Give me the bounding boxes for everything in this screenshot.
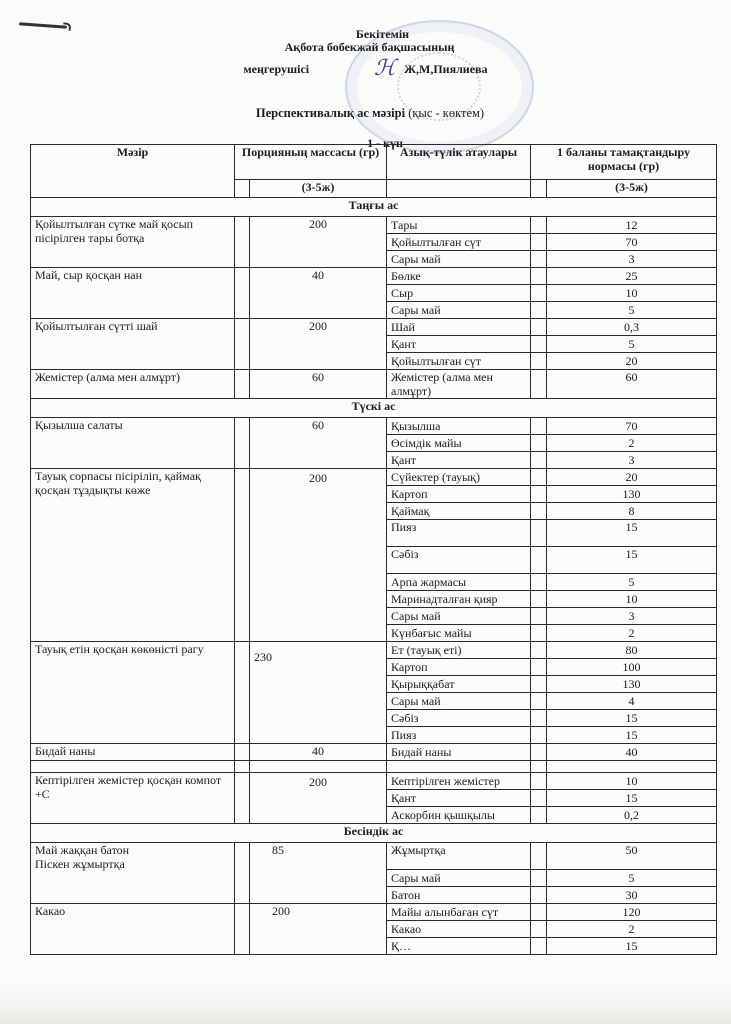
- table-header-row: [31, 145, 717, 180]
- norm-spacer-cell: [531, 727, 547, 744]
- subheader-spacer: [531, 180, 547, 198]
- norm-spacer-cell: [531, 642, 547, 659]
- portion-spacer-cell: [235, 469, 250, 642]
- ingredient-norm: 3: [547, 608, 717, 625]
- ingredient-name: Ет (тауық еті): [387, 642, 531, 659]
- approval-signer-line: [0, 62, 731, 77]
- ingredient-name: Күнбағыс майы: [387, 625, 531, 642]
- norm-spacer-cell: [531, 591, 547, 608]
- header-norm: 1 баланы тамақтандыру нормасы (гр): [531, 145, 717, 180]
- ingredient-norm: 10: [547, 591, 717, 608]
- dish-portion: 200: [250, 904, 387, 955]
- dish-portion: 40: [250, 268, 387, 319]
- dish-portion: 40: [250, 744, 387, 761]
- dish-name: Тауық сорпасы пісіріліп, қаймақ қосқан тұздықты көже: [31, 469, 235, 642]
- ingredient-name: Сәбіз: [387, 710, 531, 727]
- portion-spacer-cell: [235, 642, 250, 744]
- section-title: Бесіндік ас: [31, 824, 717, 843]
- ingredient-norm: 4: [547, 693, 717, 710]
- document-title: [0, 106, 731, 121]
- ingredient-name: Өсімдік майы: [387, 435, 531, 452]
- section-row: [31, 824, 717, 843]
- ingredient-name: Қ…: [387, 938, 531, 955]
- table-row: [31, 904, 717, 921]
- norm-spacer-cell: [531, 744, 547, 761]
- dish-portion: 60: [250, 370, 387, 399]
- norm-spacer-cell: [531, 319, 547, 336]
- dish-name: Қойылтылған сүтке май қосып пісірілген тары ботқа: [31, 217, 235, 268]
- table-row: [31, 843, 717, 870]
- ingredient-norm: 20: [547, 469, 717, 486]
- norm-spacer-cell: [531, 418, 547, 435]
- norm-spacer-cell: [531, 486, 547, 503]
- ingredient-name: Батон: [387, 887, 531, 904]
- ingredient-name: Сары май: [387, 302, 531, 319]
- ingredient-norm: 5: [547, 302, 717, 319]
- ingredient-norm: 2: [547, 435, 717, 452]
- dish-name-line: Май жаққан батон: [35, 843, 130, 857]
- norm-spacer-cell: [531, 693, 547, 710]
- norm-spacer-cell: [531, 659, 547, 676]
- ingredient-name: Майы алынбаған сүт: [387, 904, 531, 921]
- section-row: [31, 198, 717, 217]
- header-portion: Порцияның массасы (гр): [235, 145, 387, 180]
- subheader-spacer: [235, 180, 250, 198]
- ingredient-norm: 10: [547, 773, 717, 790]
- ingredient-name: Бидай наны: [387, 744, 531, 761]
- ingredient-name: Арпа жармасы: [387, 574, 531, 591]
- norm-spacer-cell: [531, 773, 547, 790]
- norm-spacer-cell: [531, 251, 547, 268]
- ingredient-name: Қант: [387, 336, 531, 353]
- dish-name: Қызылша салаты: [31, 418, 235, 469]
- ingredient-norm: 15: [547, 938, 717, 955]
- ingredient-name: Қойылтылған сүт: [387, 234, 531, 251]
- ingredient-norm: 12: [547, 217, 717, 234]
- ingredient-norm: 130: [547, 676, 717, 693]
- empty-cell: [235, 761, 250, 773]
- empty-cell: [547, 761, 717, 773]
- table-row: [31, 469, 717, 486]
- dish-name: [31, 843, 235, 904]
- dish-portion: 200: [250, 773, 387, 824]
- empty-row: [31, 761, 717, 773]
- table-row: [31, 217, 717, 234]
- document-title-main: Перспективалық ас мәзірі: [255, 106, 406, 120]
- ingredient-name: Жұмыртқа: [387, 843, 531, 870]
- ingredient-name: Тары: [387, 217, 531, 234]
- table-row: [31, 642, 717, 659]
- section-title: Таңғы ас: [31, 198, 717, 217]
- norm-spacer-cell: [531, 790, 547, 807]
- header-age-portion: (3-5ж): [250, 180, 387, 198]
- ingredient-norm: 100: [547, 659, 717, 676]
- portion-spacer-cell: [235, 217, 250, 268]
- page-bottom-shadow: [0, 978, 731, 1024]
- norm-spacer-cell: [531, 887, 547, 904]
- norm-spacer-cell: [531, 285, 547, 302]
- ingredient-name: Картоп: [387, 659, 531, 676]
- ingredient-name: Картоп: [387, 486, 531, 503]
- dish-portion: 200: [250, 319, 387, 370]
- ingredient-norm: 5: [547, 870, 717, 887]
- ingredient-norm: 60: [547, 370, 717, 399]
- ingredient-norm: 10: [547, 285, 717, 302]
- ingredient-norm: 3: [547, 452, 717, 469]
- ingredient-name: Маринадталған қияр: [387, 591, 531, 608]
- dish-portion: 60: [250, 418, 387, 469]
- ingredient-name: Қант: [387, 790, 531, 807]
- ingredient-norm: 5: [547, 336, 717, 353]
- norm-spacer-cell: [531, 904, 547, 921]
- ingredient-name: Кептірілген жемістер: [387, 773, 531, 790]
- ingredient-norm: 40: [547, 744, 717, 761]
- table-row: [31, 418, 717, 435]
- ingredient-norm: 15: [547, 710, 717, 727]
- ingredient-norm: 15: [547, 547, 717, 574]
- day-label: 1 - күн: [367, 136, 403, 150]
- dish-name: Тауық етін қосқан көкөністі рагу: [31, 642, 235, 744]
- ingredient-norm: 2: [547, 921, 717, 938]
- ingredient-norm: 2: [547, 625, 717, 642]
- portion-spacer-cell: [235, 904, 250, 955]
- ingredient-name: Бөлке: [387, 268, 531, 285]
- header-menu: Мәзір: [31, 145, 235, 198]
- ingredient-name: Сыр: [387, 285, 531, 302]
- norm-spacer-cell: [531, 676, 547, 693]
- menu-table: [30, 144, 717, 955]
- approval-signer-name: Ж,М,Пиялиева: [404, 62, 488, 76]
- norm-spacer-cell: [531, 710, 547, 727]
- ingredient-norm: 0,2: [547, 807, 717, 824]
- ingredient-name: Аскорбин қышқылы: [387, 807, 531, 824]
- ingredient-name: Сүйектер (тауық): [387, 469, 531, 486]
- header-ingredients: Азық-түлік атаулары: [387, 145, 531, 180]
- table-row: [31, 370, 717, 399]
- norm-spacer-cell: [531, 520, 547, 547]
- dish-name-line: Піскен жұмыртқа: [35, 857, 125, 871]
- dish-portion: 230: [250, 642, 387, 744]
- ingredient-name: Қант: [387, 452, 531, 469]
- norm-spacer-cell: [531, 843, 547, 870]
- ingredient-name: Сары май: [387, 693, 531, 710]
- ingredient-name: Какао: [387, 921, 531, 938]
- empty-cell: [31, 761, 235, 773]
- portion-spacer-cell: [235, 370, 250, 399]
- ingredient-name: Қырыққабат: [387, 676, 531, 693]
- ingredient-norm: 25: [547, 268, 717, 285]
- empty-cell: [387, 761, 531, 773]
- ingredient-norm: 3: [547, 251, 717, 268]
- ingredient-norm: 130: [547, 486, 717, 503]
- portion-spacer-cell: [235, 773, 250, 824]
- ingredient-name: Сары май: [387, 870, 531, 887]
- ingredient-norm: 70: [547, 234, 717, 251]
- ingredient-norm: 8: [547, 503, 717, 520]
- portion-spacer-cell: [235, 418, 250, 469]
- dish-portion: 200: [250, 469, 387, 642]
- norm-spacer-cell: [531, 469, 547, 486]
- norm-spacer-cell: [531, 870, 547, 887]
- portion-spacer-cell: [235, 268, 250, 319]
- dish-portion: 200: [250, 217, 387, 268]
- norm-spacer-cell: [531, 302, 547, 319]
- norm-spacer-cell: [531, 547, 547, 574]
- norm-spacer-cell: [531, 574, 547, 591]
- ingredient-norm: 5: [547, 574, 717, 591]
- ingredient-norm: 15: [547, 790, 717, 807]
- norm-spacer-cell: [531, 353, 547, 370]
- dish-portion: 85: [250, 843, 387, 904]
- dish-name: Май, сыр қосқан нан: [31, 268, 235, 319]
- ingredient-name: Пияз: [387, 520, 531, 547]
- ingredient-name: Жемістер (алма мен алмұрт): [387, 370, 531, 399]
- ingredient-norm: 0,3: [547, 319, 717, 336]
- ingredient-norm: 30: [547, 887, 717, 904]
- norm-spacer-cell: [531, 625, 547, 642]
- table-row: [31, 744, 717, 761]
- ingredient-norm: 15: [547, 520, 717, 547]
- norm-spacer-cell: [531, 217, 547, 234]
- norm-spacer-cell: [531, 503, 547, 520]
- approval-heading: Бекітемін: [355, 27, 410, 41]
- table-row: [31, 773, 717, 790]
- ingredient-name: Қызылша: [387, 418, 531, 435]
- approval-role: меңгерушісі: [243, 62, 310, 76]
- portion-spacer-cell: [235, 319, 250, 370]
- ingredient-name: Қаймақ: [387, 503, 531, 520]
- subheader-ingredients-empty: [387, 180, 531, 198]
- dish-name: Какао: [31, 904, 235, 955]
- norm-spacer-cell: [531, 938, 547, 955]
- header-age-norm: (3-5ж): [547, 180, 717, 198]
- empty-cell: [250, 761, 387, 773]
- norm-spacer-cell: [531, 807, 547, 824]
- ingredient-norm: 80: [547, 642, 717, 659]
- ingredient-name: Пияз: [387, 727, 531, 744]
- ingredient-norm: 15: [547, 727, 717, 744]
- document-title-season: (қыс - көктем): [408, 106, 485, 120]
- portion-spacer-cell: [235, 744, 250, 761]
- norm-spacer-cell: [531, 435, 547, 452]
- approval-institution: Ақбота бобекжай бақшасының: [284, 40, 455, 54]
- ingredient-norm: 20: [547, 353, 717, 370]
- norm-spacer-cell: [531, 234, 547, 251]
- section-title: Түскі ас: [31, 399, 717, 418]
- norm-spacer-cell: [531, 608, 547, 625]
- ingredient-norm: 50: [547, 843, 717, 870]
- table-row: [31, 268, 717, 285]
- ingredient-name: Сәбіз: [387, 547, 531, 574]
- section-row: [31, 399, 717, 418]
- norm-spacer-cell: [531, 370, 547, 399]
- norm-spacer-cell: [531, 921, 547, 938]
- portion-spacer-cell: [235, 843, 250, 904]
- dish-name: Кептірілген жемістер қосқан компот +С: [31, 773, 235, 824]
- table-row: [31, 319, 717, 336]
- dish-name: Қойылтылған сүтті шай: [31, 319, 235, 370]
- norm-spacer-cell: [531, 336, 547, 353]
- dish-name: Жемістер (алма мен алмұрт): [31, 370, 235, 399]
- ingredient-name: Шай: [387, 319, 531, 336]
- ingredient-name: Сары май: [387, 608, 531, 625]
- norm-spacer-cell: [531, 268, 547, 285]
- ingredient-name: Қойылтылған сүт: [387, 353, 531, 370]
- empty-cell: [531, 761, 547, 773]
- ingredient-name: Сары май: [387, 251, 531, 268]
- ingredient-norm: 70: [547, 418, 717, 435]
- dish-name: Бидай наны: [31, 744, 235, 761]
- signature: ℋ: [374, 55, 396, 80]
- norm-spacer-cell: [531, 452, 547, 469]
- ingredient-norm: 120: [547, 904, 717, 921]
